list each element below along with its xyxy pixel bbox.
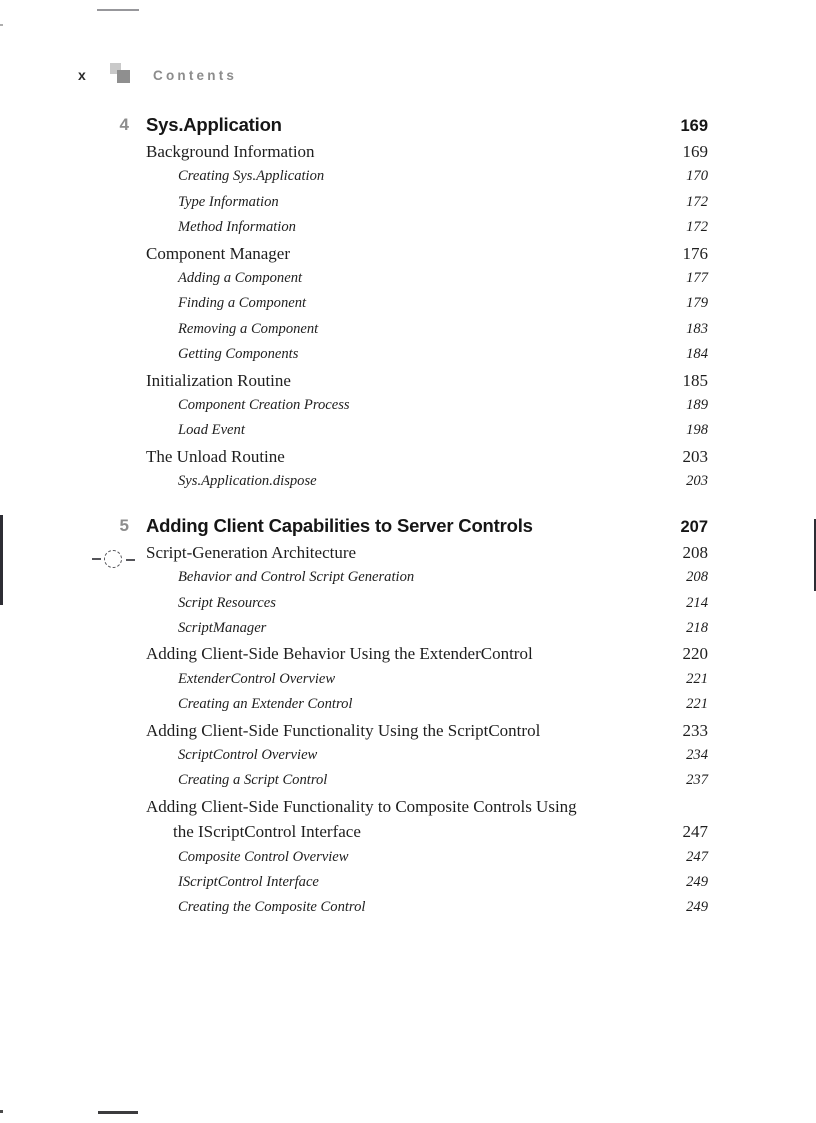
edge-tick-bottom-left <box>0 1110 3 1113</box>
toc-entry <box>146 368 708 393</box>
entry-title: ExtenderControl Overview <box>178 670 336 687</box>
toc-entry <box>146 743 708 768</box>
entry-page-number: 249 <box>686 873 708 890</box>
toc-chapter <box>119 111 708 495</box>
entry-title-line1: Adding Client-Side Functionality to Composite Controls Using <box>146 796 577 816</box>
entry-title: ScriptControl Overview <box>178 746 318 763</box>
toc-entry <box>146 870 708 895</box>
header-title: Contents <box>153 68 238 83</box>
entry-page-number: 234 <box>686 746 708 763</box>
entry-title: Component Creation Process <box>178 397 350 414</box>
entry-page-number: 220 <box>682 644 708 664</box>
entry-page-number: 172 <box>686 193 708 210</box>
toc <box>119 111 708 921</box>
toc-entry <box>146 241 708 266</box>
chapter-title: Sys.Application <box>146 114 282 135</box>
entry-page-number: 233 <box>682 720 708 740</box>
entry-title: Adding Client-Side Functionality Using the ScriptControl <box>146 720 541 740</box>
overlapping-squares-icon-dark <box>117 70 130 83</box>
toc-entry <box>146 444 708 469</box>
crop-mark-bottom <box>98 1111 138 1114</box>
toc-entry <box>146 591 708 616</box>
entry-title: Method Information <box>178 219 296 236</box>
toc-entry <box>146 895 708 920</box>
chapter-heading <box>119 512 708 540</box>
toc-entry <box>146 266 708 291</box>
entry-page-number: 203 <box>686 473 708 490</box>
entry-page-number: 249 <box>686 899 708 916</box>
toc-entry <box>146 565 708 590</box>
toc-entry <box>146 291 708 316</box>
chapter-number: 5 <box>119 515 129 535</box>
toc-entry <box>146 540 708 565</box>
toc-chapter <box>119 512 708 921</box>
entry-title: The Unload Routine <box>146 446 285 466</box>
registration-dash-right <box>126 559 135 561</box>
entry-title: Type Information <box>178 193 279 210</box>
entry-title: Adding Client-Side Behavior Using the ExtenderControl <box>146 644 533 664</box>
entry-page-number: 170 <box>686 168 708 185</box>
entry-page-number: 172 <box>686 219 708 236</box>
entry-page-number: 176 <box>682 243 708 263</box>
registration-dash-left <box>92 558 101 560</box>
entry-page-number: 237 <box>686 772 708 789</box>
entry-page-number: 247 <box>682 822 708 842</box>
chapter-heading <box>119 111 708 139</box>
toc-entry <box>146 667 708 692</box>
entry-title: Adding a Component <box>178 270 303 287</box>
entry-title: Getting Components <box>178 346 299 363</box>
toc-entry <box>146 139 708 164</box>
entry-title: Load Event <box>178 422 245 439</box>
toc-entry <box>146 794 708 845</box>
edge-bar-left <box>0 515 3 605</box>
entry-page-number: 179 <box>686 295 708 312</box>
toc-entry <box>146 641 708 666</box>
entry-title: Initialization Routine <box>146 370 291 390</box>
entry-page-number: 177 <box>686 270 708 287</box>
entry-title: Script Resources <box>178 594 276 611</box>
chapter-number: 4 <box>119 115 129 134</box>
entry-page-number: 208 <box>682 542 708 562</box>
registration-mark-icon <box>104 550 122 568</box>
entry-page-number: 218 <box>686 619 708 636</box>
toc-entry <box>146 342 708 367</box>
page-folio: x <box>78 67 86 83</box>
entry-page-number: 203 <box>682 446 708 466</box>
entry-title: ScriptManager <box>178 619 267 636</box>
crop-mark-top <box>97 9 139 11</box>
edge-tick-top-left <box>0 24 3 26</box>
entry-page-number: 189 <box>686 397 708 414</box>
entry-title: Background Information <box>146 142 315 161</box>
entry-page-number: 208 <box>686 569 708 586</box>
entry-page-number: 221 <box>686 696 708 713</box>
entry-title: Creating Sys.Application <box>178 168 325 185</box>
toc-entry <box>146 692 708 717</box>
entry-page-number: 247 <box>686 848 708 865</box>
entry-page-number: 198 <box>686 422 708 439</box>
toc-entry <box>146 164 708 189</box>
toc-entry <box>146 215 708 240</box>
toc-entry <box>146 616 708 641</box>
entry-title: Script-Generation Architecture <box>146 542 357 562</box>
entry-page-number: 183 <box>686 320 708 337</box>
entry-title: Behavior and Control Script Generation <box>178 569 415 586</box>
entry-title <box>146 794 577 845</box>
chapter-page-number: 207 <box>680 517 708 536</box>
toc-entry <box>146 190 708 215</box>
toc-entry <box>146 418 708 443</box>
entry-title: Composite Control Overview <box>178 848 349 865</box>
entry-page-number: 221 <box>686 670 708 687</box>
toc-entry <box>146 393 708 418</box>
toc-entry <box>146 317 708 342</box>
entry-title: Finding a Component <box>178 295 307 312</box>
toc-entry <box>146 469 708 494</box>
entry-title: Creating a Script Control <box>178 772 328 789</box>
entry-page-number: 214 <box>686 594 708 611</box>
chapter-title: Adding Client Capabilities to Server Controls <box>146 514 533 536</box>
entry-title: Component Manager <box>146 243 290 263</box>
toc-entry <box>146 768 708 793</box>
toc-entry <box>146 845 708 870</box>
entry-title-line2: the IScriptControl Interface <box>173 822 361 842</box>
entry-title: Creating the Composite Control <box>178 899 366 916</box>
entry-title: Sys.Application.dispose <box>178 473 317 490</box>
chapter-page-number: 169 <box>680 117 708 135</box>
entry-page-number: 185 <box>682 370 708 390</box>
entry-page-number: 169 <box>682 142 708 161</box>
entry-page-number: 184 <box>686 346 708 363</box>
entry-title: Creating an Extender Control <box>178 696 353 713</box>
entry-title: Removing a Component <box>178 320 319 337</box>
entry-title: IScriptControl Interface <box>178 873 319 890</box>
toc-entry <box>146 718 708 743</box>
